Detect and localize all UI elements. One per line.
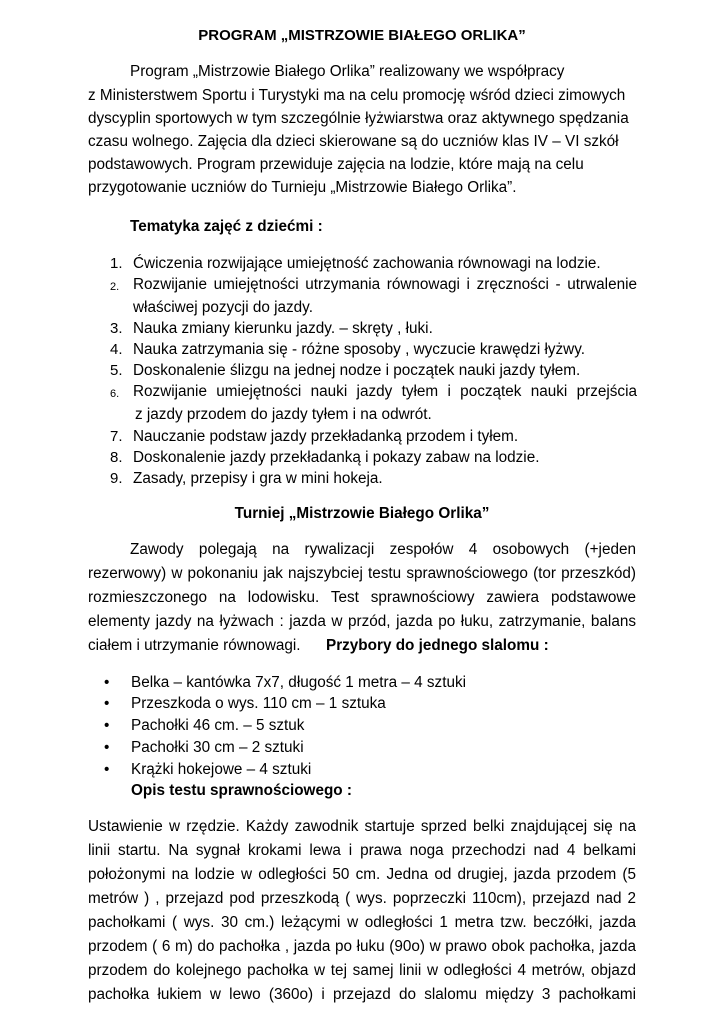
test-line: Ustawienie w rzędzie. Każdy zawodnik startuje sprzed belki znajdującej się na (88, 818, 636, 835)
topics-heading: Tematyka zajęć z dziećmi : (130, 218, 323, 235)
list-item: Krążki hokejowe – 4 sztuki (131, 761, 312, 778)
intro-line: czasu wolnego. Zajęcia dla dzieci skierowane są do uczniów klas IV – VI szkół (88, 133, 619, 150)
test-line: przodem do kolejnego pachołka w tej samej linii w odległości 4 metrów, objazd (88, 962, 636, 979)
tournament-line: ciałem i utrzymanie równowagi. (88, 637, 301, 654)
document-title: PROGRAM „MISTRZOWIE BIAŁEGO ORLIKA” (198, 27, 526, 44)
list-item: Nauczanie podstaw jazdy przekładanką przodem i tyłem. (133, 428, 519, 445)
test-line: linii startu. Na sygnał krokami lewa i prawa noga przechodzi nad 4 belkami (88, 842, 636, 859)
list-item: Belka – kantówka 7x7, długość 1 metra – 4 sztuki (131, 674, 467, 691)
list-number: 1. (110, 255, 123, 272)
list-item: Pachołki 30 cm – 2 sztuki (131, 739, 304, 756)
list-item: Rozwijanie umiejętności nauki jazdy tyłem i początek nauki przejścia (133, 383, 637, 400)
list-number: 3. (110, 320, 123, 337)
test-line: pachołka łukiem w lewo (360o) i przejazd do slalomu między 3 pachołkami (88, 986, 636, 1003)
list-number: 7. (110, 428, 123, 445)
list-item: Doskonalenie jazdy przekładanką i pokazy zabaw na lodzie. (133, 449, 540, 466)
test-line: przodem ( 6 m) do pachołka , jazda po łuku (90o) w prawo obok pachołka, jazda (88, 938, 636, 955)
list-item: Ćwiczenia rozwijające umiejętność zachowania równowagi na lodzie. (133, 255, 601, 272)
test-heading: Opis testu sprawnościowego : (131, 782, 352, 799)
list-item-continuation: właściwej pozycji do jazdy. (133, 299, 313, 316)
list-number: 8. (110, 449, 123, 466)
list-item: Nauka zatrzymania się - różne sposoby , wyczucie krawędzi łyżwy. (133, 341, 585, 358)
test-line: pachołkami ( wys. 30 cm.) leżącymi w odległości 1 metra tzw. beczółki, jazda (88, 914, 636, 931)
test-line: metrów ) , przejazd pod przeszkodą ( wys. poprzeczki 110cm), przejazd nad 2 (88, 890, 636, 907)
list-number: 2. (110, 281, 120, 293)
bullet-icon: • (104, 739, 110, 756)
intro-line: dyscyplin sportowych w tym szczególnie łyżwiarstwa oraz aktywnego spędzania (88, 110, 629, 127)
list-number: 4. (110, 341, 123, 358)
list-item: Zasady, przepisy i gra w mini hokeja. (133, 470, 383, 487)
list-item: Pachołki 46 cm. – 5 sztuk (131, 717, 305, 734)
tournament-line: rozmieszczonego na lodowisku. Test sprawnościowy zawiera podstawowe (88, 589, 636, 606)
test-line: położonymi na lodzie w odległości 50 cm. Jedna od drugiej, jazda przodem (5 (88, 866, 636, 883)
bullet-icon: • (104, 717, 110, 734)
bullet-icon: • (104, 674, 110, 691)
intro-line: Program „Mistrzowie Białego Orlika” realizowany we współpracy (130, 63, 565, 80)
equipment-heading: Przybory do jednego slalomu : (326, 637, 549, 654)
intro-line: podstawowych. Program przewiduje zajęcia na lodzie, które mają na celu (88, 156, 584, 173)
bullet-icon: • (104, 761, 110, 778)
list-item: Rozwijanie umiejętności utrzymania równowagi i zręczności - utrwalenie (133, 276, 637, 293)
tournament-line: elementy jazdy na łyżwach : jazda w przód, jazda po łuku, zatrzymanie, balans (88, 613, 636, 630)
list-item-continuation: z jazdy przodem do jazdy tyłem i na odwrót. (135, 406, 432, 423)
list-item: Przeszkoda o wys. 110 cm – 1 sztuka (131, 695, 386, 712)
intro-line: z Ministerstwem Sportu i Turystyki ma na celu promocję wśród dzieci zimowych (88, 87, 626, 104)
list-number: 6. (110, 388, 120, 400)
tournament-heading: Turniej „Mistrzowie Białego Orlika” (234, 505, 490, 522)
bullet-icon: • (104, 695, 110, 712)
list-number: 5. (110, 362, 123, 379)
list-item: Doskonalenie ślizgu na jednej nodze i początek nauki jazdy tyłem. (133, 362, 581, 379)
list-number: 9. (110, 470, 123, 487)
list-item: Nauka zmiany kierunku jazdy. – skręty , łuki. (133, 320, 433, 337)
tournament-line: rezerwowy) w pokonaniu jak najszybciej testu sprawnościowego (tor przeszkód) (88, 565, 636, 582)
intro-line: przygotowanie uczniów do Turnieju „Mistrzowie Białego Orlika”. (88, 179, 517, 196)
tournament-line: Zawody polegają na rywalizacji zespołów 4 osobowych (+jeden (130, 541, 636, 558)
